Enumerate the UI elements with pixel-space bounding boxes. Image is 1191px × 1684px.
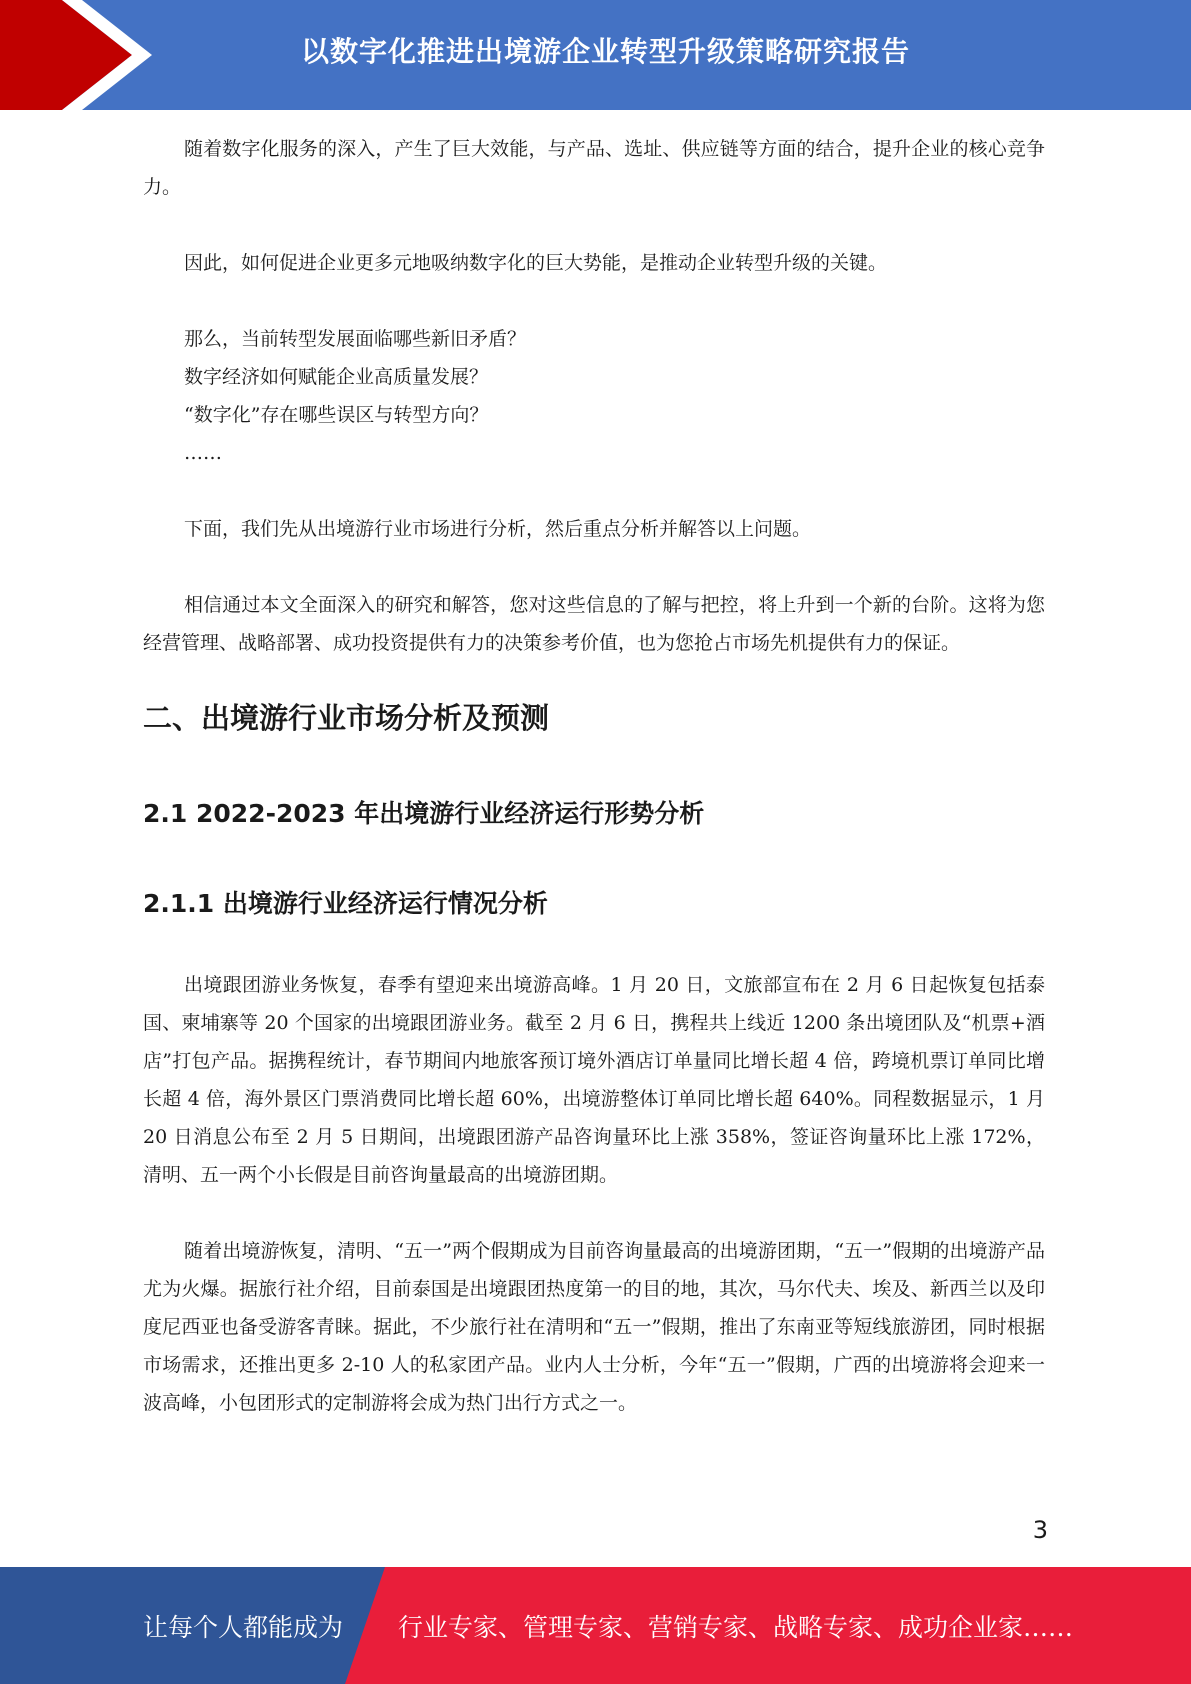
section-heading: 2.1 2022-2023 年出境游行业经济运行形势分析 (143, 799, 705, 828)
footer-slogan-left: 让每个人都能成为 (143, 1612, 344, 1642)
subsection-heading: 2.1.1 出境游行业经济运行情况分析 (143, 889, 548, 918)
report-title: 以数字化推进出境游企业转型升级策略研究报告 (300, 35, 910, 68)
page-number: 3 (1032, 1516, 1048, 1544)
question-line: “数字化”存在哪些误区与转型方向？ (184, 404, 489, 426)
chevron-arrow-icon (0, 0, 160, 110)
footer-slogan-right: 行业专家、管理专家、营销专家、战略专家、成功企业家…… (398, 1612, 1074, 1642)
page-header (0, 0, 1191, 110)
paragraph-key-question: 因此，如何促进企业更多元地吸纳数字化的巨大势能，是推动企业转型升级的关键。 (184, 252, 888, 274)
page-footer (0, 1567, 1191, 1684)
paragraph-holiday-demand: 随着出境游恢复，清明、“五一”两个假期成为目前咨询量最高的出境游团期，“五一”假期的出境游产品尤为火爆。据旅行社介绍，目前泰国是出境跟团热度第一的目的地，其次，马尔代夫、埃及、新西兰以及印度尼西亚也备受游客青睐。据此，不少旅行社在清明和“五一”假期，推出了东南亚等短线旅游团，同时根据市场需求，还推出更多 2-10 人的私家团产品。业内人士分析，今年“五一”假期，广西的出境游将会迎来一波高峰，小包团形式的定制游将会成为热门出行方式之一。 (143, 1240, 1045, 1414)
main-content (143, 130, 1045, 1422)
question-line: 那么，当前转型发展面临哪些新旧矛盾？ (184, 328, 527, 350)
paragraph-transition: 下面，我们先从出境游行业市场进行分析，然后重点分析并解答以上问题。 (184, 518, 812, 540)
chapter-heading: 二、出境游行业市场分析及预测 (143, 701, 550, 735)
question-line: 数字经济如何赋能企业高质量发展？ (184, 366, 489, 388)
ellipsis-line: …… (184, 442, 222, 464)
paragraph-intro: 随着数字化服务的深入，产生了巨大效能，与产品、选址、供应链等方面的结合，提升企业的核心竞争力。 (143, 138, 1045, 198)
paragraph-value: 相信通过本文全面深入的研究和解答，您对这些信息的了解与把控，将上升到一个新的台阶。这将为您经营管理、战略部署、成功投资提供有力的决策参考价值，也为您抢占市场先机提供有力的保证。 (143, 594, 1045, 654)
paragraph-market-recovery: 出境跟团游业务恢复，春季有望迎来出境游高峰。1 月 20 日，文旅部宣布在 2 月 6 日起恢复包括泰国、柬埔寨等 20 个国家的出境跟团游业务。截至 2 月 6 日，携程共上线近 1200 条出境团队及“机票+酒店”打包产品。据携程统计，春节期间内地旅客预订境外酒店订单量同比增长超 4 倍，跨境机票订单同比增长超 4 倍，海外景区门票消费同比增长超 60%，出境游整体订单同比增长超 640%。同程数据显示，1 月 20 日消息公布至 2 月 5 日期间，出境跟团游产品咨询量环比上涨 358%，签证咨询量环比上涨 172%，清明、五一两个小长假是目前咨询量最高的出境游团期。 (143, 974, 1045, 1186)
